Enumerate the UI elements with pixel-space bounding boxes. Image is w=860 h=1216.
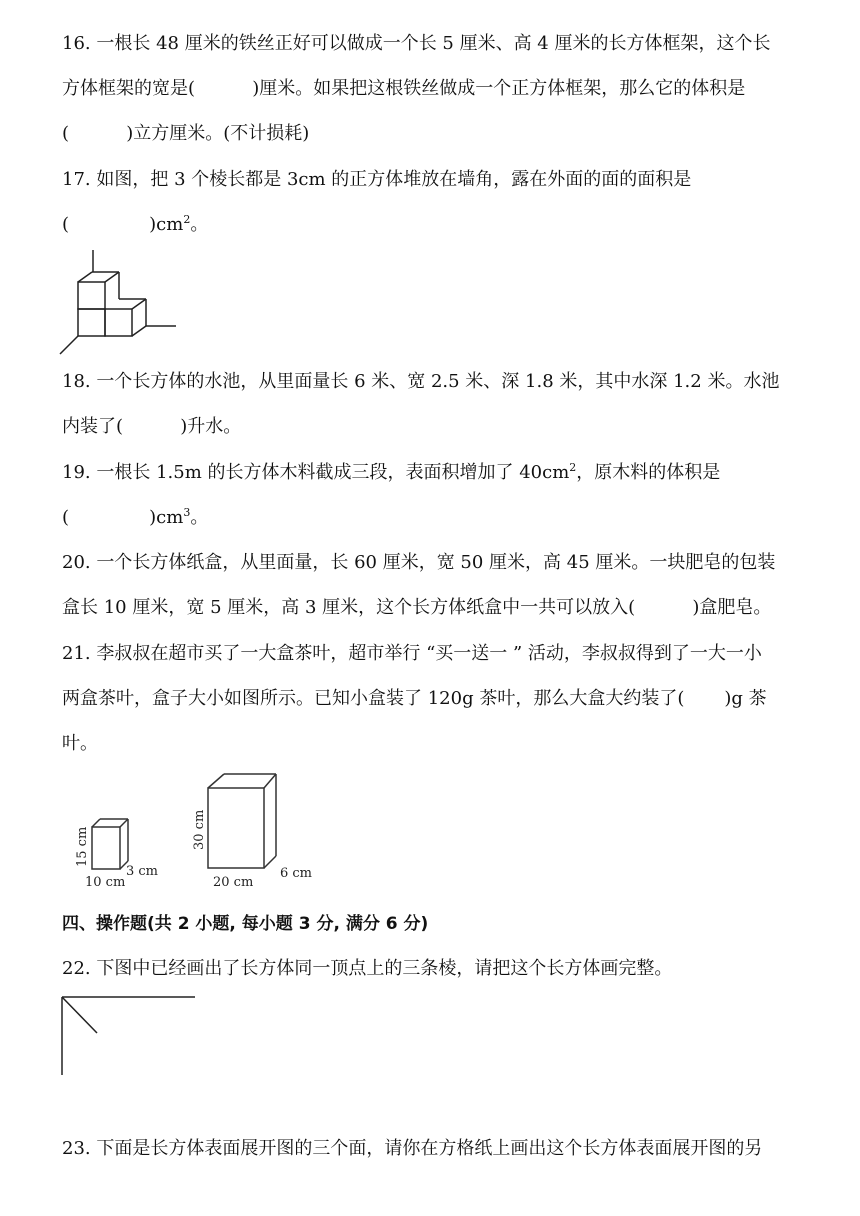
section-4-heading: 四、操作题(共 2 小题, 每小题 3 分, 满分 6 分)	[62, 914, 429, 934]
q16-line1: 16. 一根长 48 厘米的铁丝正好可以做成一个长 5 厘米、高 4 厘米的长方体框架，这个长	[62, 33, 771, 54]
small-box-width-label: 10 cm	[85, 875, 126, 890]
q20-line1: 20. 一个长方体纸盒，从里面量，长 60 厘米，宽 50 厘米，高 45 厘米。一块肥皂的包装	[62, 552, 776, 573]
q21-line2: 两盒茶叶，盒子大小如图所示。已知小盒装了 120g 茶叶，那么大盒大约装了( )g 茶	[62, 688, 767, 709]
small-box-height-label: 15 cm	[75, 826, 90, 867]
big-box-height-label: 30 cm	[192, 809, 207, 850]
q18-line1: 18. 一个长方体的水池，从里面量长 6 米、宽 2.5 米、深 1.8 米，其中水深 1.2 米。水池	[62, 371, 780, 392]
q16-line3: ( )立方厘米。(不计损耗)	[62, 123, 310, 144]
q20-line2: 盒长 10 厘米，宽 5 厘米，高 3 厘米，这个长方体纸盒中一共可以放入( )盒肥皂。	[62, 597, 772, 618]
q17-line1: 17. 如图，把 3 个棱长都是 3cm 的正方体堆放在墙角，露在外面的面的面积是	[62, 169, 692, 190]
big-box-width-label: 20 cm	[213, 875, 254, 890]
q22-edges-figure	[60, 995, 200, 1077]
q21-line3: 叶。	[62, 733, 98, 754]
q18-line2: 内装了( )升水。	[62, 416, 242, 437]
q19-line1: 19. 一根长 1.5m 的长方体木料截成三段，表面积增加了 $40cm^2$，原木料的体积是	[62, 461, 721, 483]
q16-line2: 方体框架的宽是( )厘米。如果把这根铁丝做成一个正方体框架，那么它的体积是	[62, 78, 746, 99]
q17-cube-figure	[58, 250, 178, 358]
small-box-depth-label: 3 cm	[126, 864, 159, 879]
q19-line2: ( )$cm^3$。	[62, 506, 209, 528]
q21-line1: 21. 李叔叔在超市买了一大盒茶叶，超市举行 “买一送一 ” 活动，李叔叔得到了一大一小	[62, 643, 762, 664]
q17-line2: ( )$cm^2$。	[62, 213, 209, 235]
q22-line1: 22. 下图中已经画出了长方体同一顶点上的三条棱，请把这个长方体画完整。	[62, 958, 673, 979]
q21-small-box-figure	[70, 815, 170, 890]
big-box-depth-label: 6 cm	[280, 866, 313, 881]
q21-big-box-figure	[188, 770, 318, 892]
q23-line1: 23. 下面是长方体表面展开图的三个面，请你在方格纸上画出这个长方体表面展开图的另	[62, 1138, 763, 1159]
